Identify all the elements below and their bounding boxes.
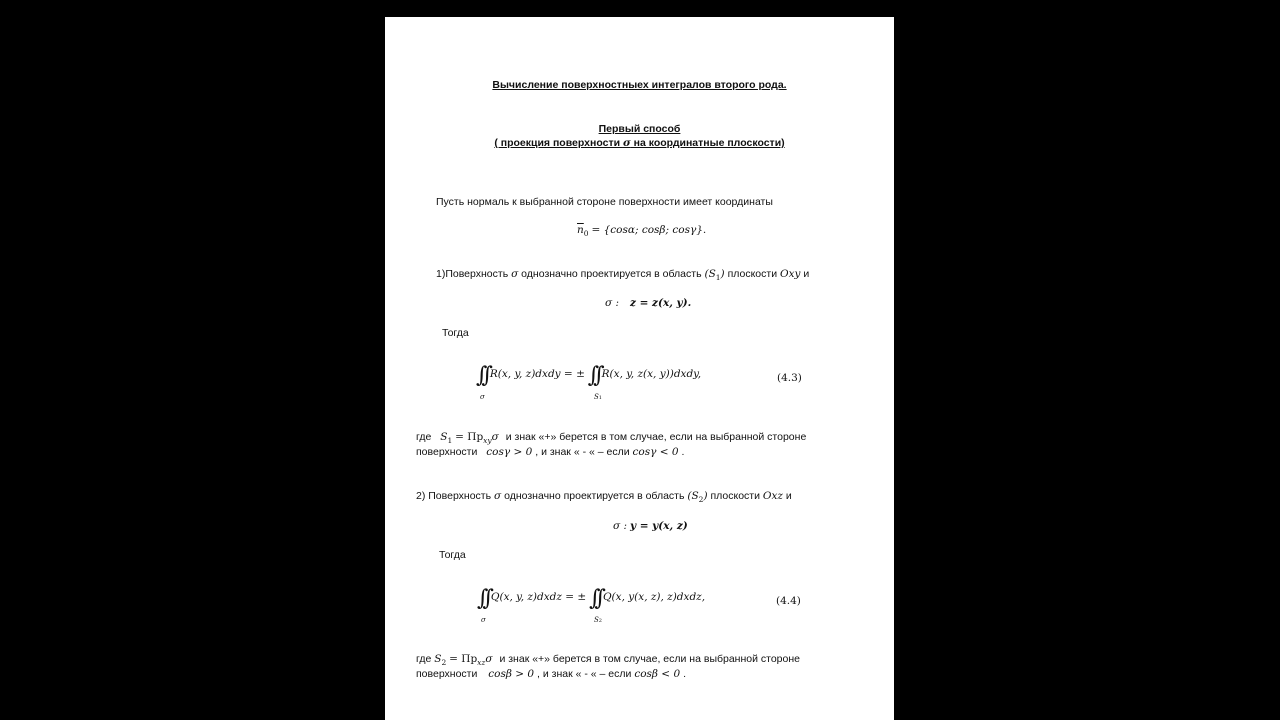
- case1-region: (S: [704, 268, 716, 280]
- where2-cond1: cosβ > 0: [488, 668, 535, 680]
- where1-c: поверхности: [416, 446, 478, 458]
- eq2-rhs: y = y(x, z): [629, 520, 688, 532]
- where1-a: где: [416, 431, 432, 443]
- normal-vector-sub: 0: [583, 229, 589, 238]
- where2-cond2: cosβ < 0: [634, 668, 681, 680]
- then-label-1: Тогда: [442, 327, 469, 339]
- then-label-2: Тогда: [439, 549, 466, 561]
- case2-a: 2) Поверхность: [416, 490, 494, 502]
- normal-vector-rhs: = {cosα; cosβ; cosγ}.: [591, 224, 707, 236]
- method-subtitle-a: ( проекция поверхности: [494, 137, 623, 149]
- case2-region-sub: 2: [698, 495, 704, 504]
- where1-line1: [416, 431, 806, 447]
- formula-4-3: [476, 365, 701, 405]
- case2-sigma: σ: [494, 490, 502, 502]
- where1-sigma: σ: [491, 431, 499, 443]
- where2-d: , и знак « - « – если: [537, 668, 632, 680]
- f44-limit-sigma: σ: [481, 616, 486, 624]
- formula-4-4: [477, 588, 705, 628]
- where1-s: S: [440, 431, 448, 443]
- where2-sigma: σ: [485, 653, 493, 665]
- f43-limit-s1: [594, 391, 602, 405]
- case1-c: плоскости: [724, 268, 780, 280]
- where1-b: и знак «+» берется в том случае, если на выбранной стороне: [505, 431, 807, 443]
- case1-a: 1)Поверхность: [436, 268, 512, 280]
- double-integral-icon: ∫∫: [477, 586, 488, 611]
- f44-limit-s2: [594, 614, 602, 628]
- case1-text: [436, 268, 809, 284]
- normal-vector-formula: [577, 224, 706, 240]
- case1-region-close: ): [720, 268, 725, 280]
- f44-limit-s2-sub: 2: [598, 618, 602, 624]
- double-integral-icon: ∫∫: [476, 363, 487, 388]
- where1-line2: [416, 446, 684, 459]
- document-title: Вычисление поверхностныех интегралов второго рода.: [492, 79, 787, 91]
- f43-limit-s1-main: S: [594, 393, 599, 401]
- where1-eq: = Пр: [455, 431, 484, 443]
- where1-s-sub: 1: [447, 436, 453, 445]
- f43-lhs: R(x, y, z)dxdy = ±: [489, 368, 585, 380]
- double-integral-icon: ∫∫: [587, 363, 599, 388]
- method-title: Первый способ: [598, 123, 681, 135]
- where2-b: и знак «+» берется в том случае, если на выбранной стороне: [499, 653, 801, 665]
- case2-plane: Oxz: [762, 490, 783, 502]
- case2-b: однозначно проектируется в область: [501, 490, 688, 502]
- document-page: [385, 17, 894, 720]
- case2-c: плоскости: [707, 490, 763, 502]
- eq1-rhs: z = z(x, y).: [629, 297, 692, 309]
- equation-number-4-4: (4.4): [776, 595, 801, 607]
- case2-equation: [613, 520, 688, 533]
- eq1-lhs: σ :: [605, 297, 620, 309]
- double-integral-icon: ∫∫: [589, 586, 601, 611]
- method-subtitle-b: на координатные плоскости): [630, 137, 785, 149]
- sigma-symbol: σ: [622, 137, 631, 149]
- where1-cond1: cosγ > 0: [486, 446, 533, 458]
- f43-rhs: R(x, y, z(x, y))dxdy,: [601, 368, 702, 380]
- eq2-lhs: σ :: [613, 520, 628, 532]
- case2-region-close: ): [703, 490, 708, 502]
- where2-a: где: [416, 653, 432, 665]
- where2-end: .: [683, 668, 686, 680]
- where1-end: .: [681, 446, 685, 458]
- case2-d: и: [782, 490, 792, 502]
- f44-lhs: Q(x, y, z)dxdz = ±: [490, 591, 587, 603]
- where2-s: S: [434, 653, 442, 665]
- f44-rhs: Q(x, y(x, z), z)dxdz,: [602, 591, 706, 603]
- f43-limit-sigma: σ: [480, 393, 485, 401]
- where2-pr-sub: xz: [477, 658, 486, 667]
- f44-limit-s2-main: S: [594, 616, 599, 624]
- case1-b: однозначно проектируется в область: [518, 268, 705, 280]
- case2-region: (S: [687, 490, 699, 502]
- case1-equation: [605, 297, 691, 310]
- where2-c: поверхности: [416, 668, 478, 680]
- case1-plane: Oxy: [780, 268, 801, 280]
- where2-s-sub: 2: [441, 658, 447, 667]
- intro-text: Пусть нормаль к выбранной стороне поверхности имеет координаты: [436, 196, 773, 208]
- where2-line1: [416, 653, 800, 669]
- where2-line2: [416, 668, 686, 681]
- where1-pr-sub: xy: [483, 436, 492, 445]
- equation-number-4-3: (4.3): [777, 372, 802, 384]
- case1-d: и: [800, 268, 810, 280]
- where1-d: , и знак « - « – если: [535, 446, 630, 458]
- case1-region-sub: 1: [715, 273, 721, 282]
- f43-limit-s1-sub: 1: [598, 395, 602, 401]
- method-subtitle: [385, 137, 894, 150]
- case1-sigma: σ: [511, 268, 519, 280]
- normal-vector: $\overline{n}$: [577, 224, 584, 236]
- where2-eq: = Пр: [449, 653, 478, 665]
- where1-cond2: cosγ < 0: [632, 446, 679, 458]
- case2-text: [416, 490, 792, 506]
